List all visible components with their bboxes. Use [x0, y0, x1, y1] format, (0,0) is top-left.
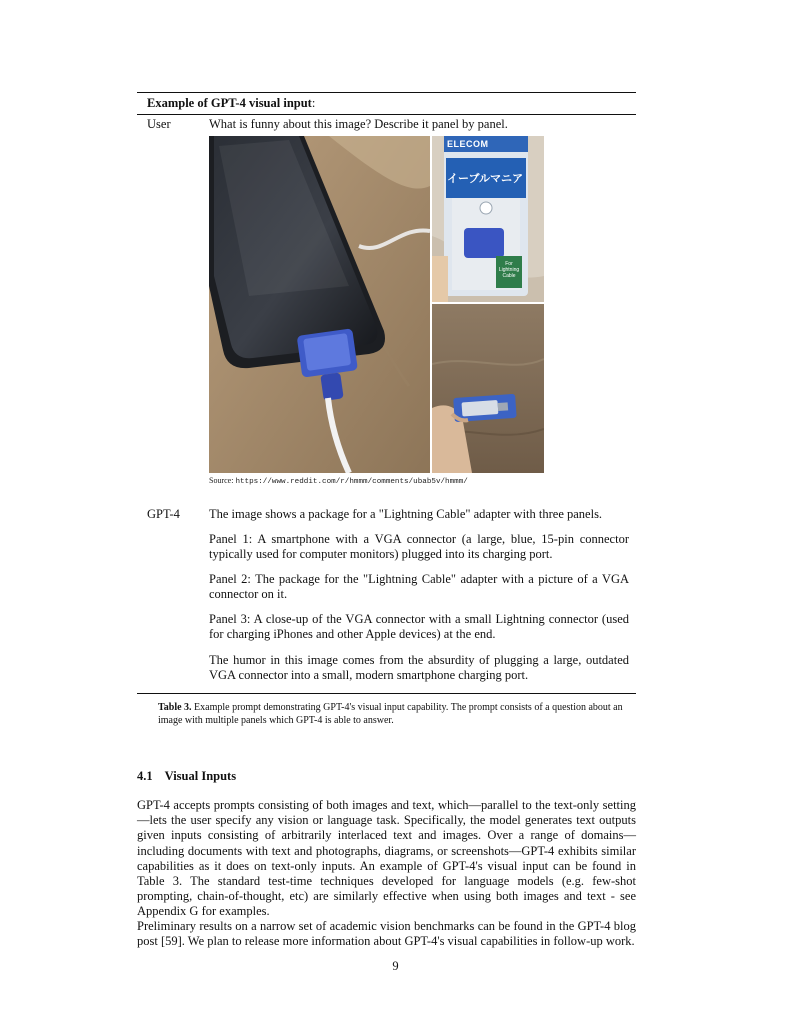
composite-image: [209, 136, 544, 473]
table-top-rule: [137, 92, 636, 93]
gpt-answer-intro: The image shows a package for a "Lightning Cable" adapter with three panels.: [209, 507, 603, 521]
image-source: Source: https://www.reddit.com/r/hmmm/comments/ubab5v/hmmm/: [209, 476, 468, 486]
body-paragraph: Preliminary results on a narrow set of academic vision benchmarks can be found in the GPT-4 blog post [59]. We plan to release more information about GPT-4's visual capabilities in follow-up work.: [137, 919, 636, 949]
user-question: What is funny about this image? Describe it panel by panel.: [209, 117, 508, 131]
role-user-label: User: [147, 117, 171, 131]
panel-2-brand: ELECOM: [447, 139, 489, 149]
role-gpt4-label: GPT-4: [147, 507, 180, 521]
page-number: 9: [392, 959, 399, 973]
section-number: 4.1: [137, 769, 153, 783]
section-title: Visual Inputs: [164, 769, 237, 783]
source-url[interactable]: https://www.reddit.com/r/hmmm/comments/ubab5v/hmmm/: [235, 478, 468, 486]
table-caption: [158, 702, 634, 727]
gpt-answer-humor: The humor in this image comes from the absurdity of plugging a large, outdated VGA connector into a small, modern smartphone charging port.: [209, 653, 629, 682]
body-paragraph: GPT-4 accepts prompts consisting of both images and text, which—parallel to the text-only setting—lets the user specify any vision or language task. Specifically, the model generates text outputs given inputs consisting of arbitrarily interlaced text and images. Over a range of domains—including documents with text and photographs, diagrams, or screenshots—GPT-4 exhibits similar capabilities as it does on text-only inputs. An example of GPT-4's visual input can be found in Table 3. The standard test-time techniques developed for language models (e.g. few-shot prompting, chain-of-thought, etc) are similarly effective when using both images and text - see Appendix G for examples.: [137, 798, 636, 919]
gpt-answer-panel-2: Panel 2: The package for the "Lightning Cable" adapter with a picture of a VGA connector on it.: [209, 572, 629, 601]
table-bottom-rule: [137, 693, 636, 694]
caption-label: Table 3.: [158, 702, 192, 713]
panel-2-photo: [432, 136, 544, 302]
panel-1-photo: [209, 136, 430, 473]
gpt-answer-panel-3: Panel 3: A close-up of the VGA connector with a small Lightning connector (used for charging iPhones and other Apple devices) at the end.: [209, 612, 629, 641]
section-heading: [137, 769, 236, 784]
gpt-answer-panel-1: Panel 1: A smartphone with a VGA connector (a large, blue, 15-pin connector typically used for computer monitors) plugged into its charging port.: [209, 532, 629, 561]
panel-2-product-text: イーブルマニア: [447, 172, 524, 185]
caption-text: Example prompt demonstrating GPT-4's visual input capability. The prompt consists of a question about an image with multiple panels which GPT-4 is able to answer.: [158, 702, 623, 726]
panel-3-photo: [432, 304, 544, 473]
panel-2-badge: For Lightning Cable: [498, 261, 520, 279]
example-title: Example of GPT-4 visual input:: [147, 96, 316, 110]
table-header-rule: [137, 114, 636, 115]
